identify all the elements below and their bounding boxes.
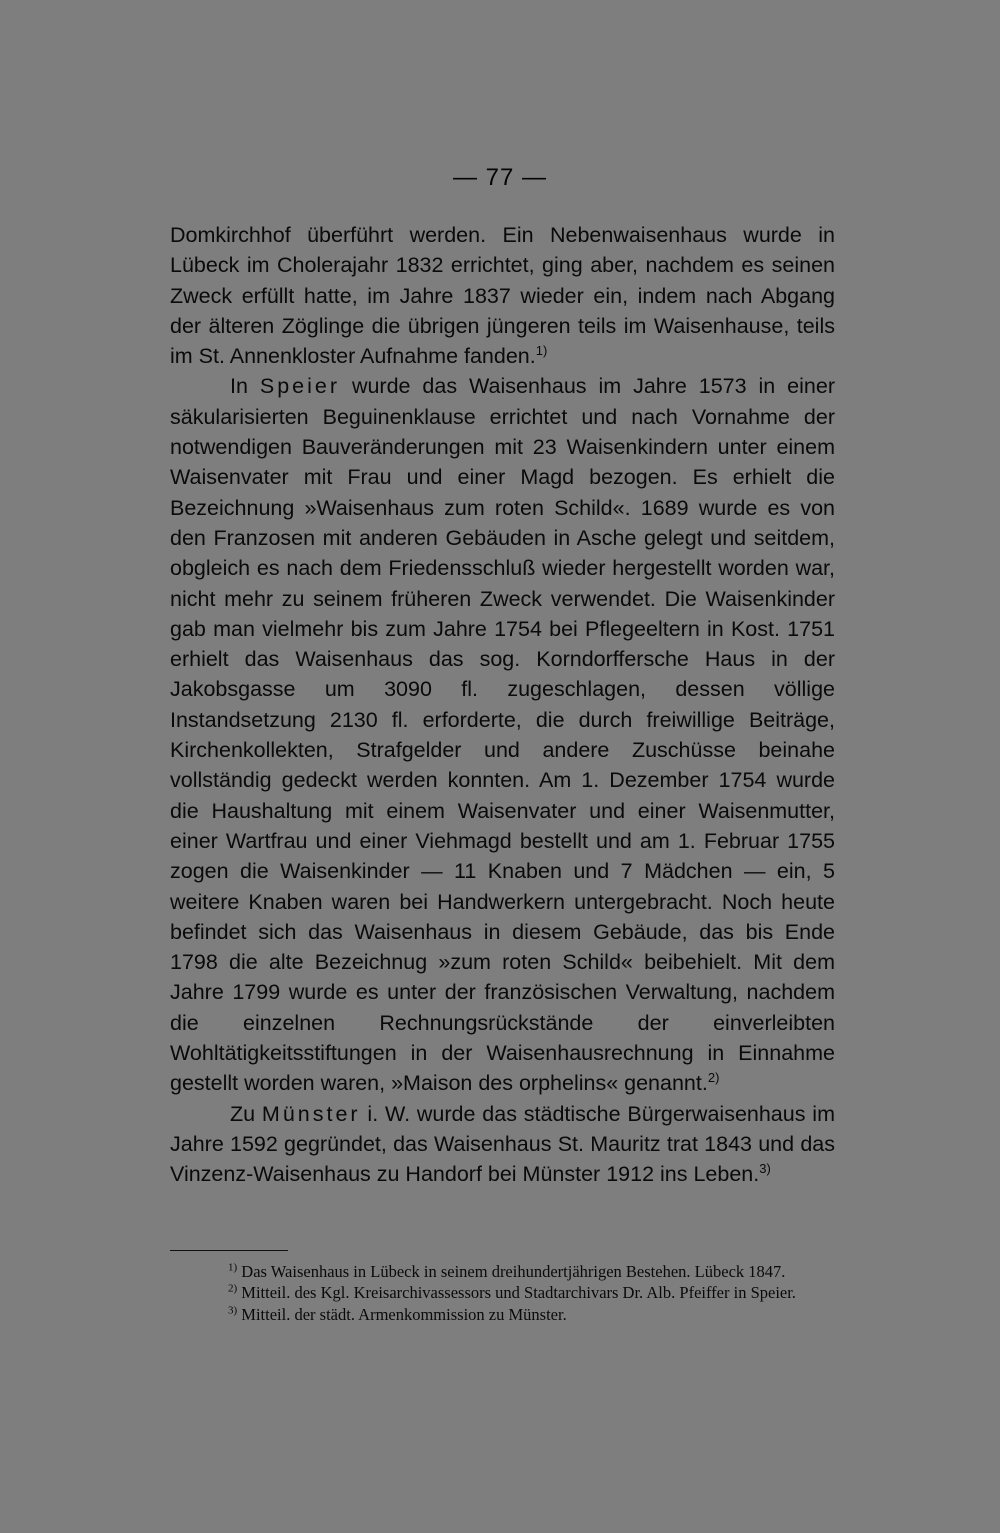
paragraph-muenster-text: i. W. wurde das städtische Bürgerwaisenhaus im Jahre 1592 gegründet, das Waisenhaus St. Mauritz trat 1843 und das Vinzenz-Waisenhaus zu Handorf bei Münster 1912 ins Leben. bbox=[170, 1101, 835, 1187]
footnote-3-text: Mitteil. der städt. Armenkommission zu Münster. bbox=[237, 1304, 567, 1324]
footnote-ref-1: 1) bbox=[535, 343, 548, 359]
paragraph-muenster bbox=[170, 1099, 835, 1190]
footnote-ref-2: 2) bbox=[707, 1070, 720, 1086]
footnote-1-text: Das Waisenhaus in Lübeck in seinem dreihundertjährigen Bestehen. Lübeck 1847. bbox=[237, 1262, 786, 1281]
paragraph-luebeck-text: Domkirchhof überführt werden. Ein Nebenwaisenhaus wurde in Lübeck im Cholerajahr 1832 errichtet, ging aber, nachdem es seinen Zweck erfüllt hatte, im Jahre 1837 wieder ein, indem nach Abgang der älteren Zöglinge die übrigen jüngeren teils im Waisenhause, teils im St. Annenkloster Aufnahme fanden. bbox=[170, 223, 835, 369]
footnote-2 bbox=[170, 1282, 835, 1303]
footnote-divider bbox=[170, 1250, 288, 1251]
page-number: — 77 — bbox=[452, 164, 548, 191]
footnotes bbox=[170, 1261, 835, 1325]
footnote-1-marker: 1) bbox=[228, 1261, 238, 1274]
place-name-speier: Speier bbox=[259, 374, 341, 399]
footnote-3-marker: 3) bbox=[228, 1304, 238, 1317]
paragraph-speier-lead: In bbox=[230, 374, 260, 399]
footnote-ref-3: 3) bbox=[759, 1161, 771, 1177]
footnote-1 bbox=[170, 1261, 835, 1282]
footnote-3 bbox=[170, 1304, 835, 1325]
footnote-2-marker: 2) bbox=[228, 1282, 238, 1295]
place-name-muenster: Münster bbox=[261, 1101, 361, 1126]
body-text bbox=[170, 220, 835, 1190]
paragraph-speier bbox=[170, 371, 835, 1098]
paragraph-muenster-lead: Zu bbox=[230, 1101, 262, 1126]
footnote-2-text: Mitteil. des Kgl. Kreisarchivassessors und Stadtarchivars Dr. Alb. Pfeiffer in Speier. bbox=[237, 1283, 796, 1303]
paragraph-speier-text: wurde das Waisenhaus im Jahre 1573 in einer säkularisierten Beguinenklause errichtet und nach Vornahme der notwendigen Bauveränderungen mit 23 Waisenkindern unter einem Waisenvater mit Frau und einer Magd bezogen. Es erhielt die Bezeichnung »Waisenhaus zum roten Schild«. 1689 wurde es von den Franzosen mit anderen Gebäuden in Asche gelegt und seitdem, obgleich es nach dem Friedensschluß wieder hergestellt worden war, nicht mehr zu seinem früheren Zweck verwendet. Die Waisenkinder gab man vielmehr bis zum Jahre 1754 bei Pflegeeltern in Kost. 1751 erhielt das Waisenhaus das sog. Korndorffersche Haus in der Jakobsgasse um 3090 fl. zugeschlagen, dessen völlige Instandsetzung 2130 fl. erforderte, die durch freiwillige Beiträge, Kirchenkollekten, Strafgelder und andere Zuschüsse beinahe vollständig gedeckt werden konnten. Am 1. Dezember 1754 wurde die Haushaltung mit einem Waisenvater und einer Waisenmutter, einer Wartfrau und einer Viehmagd bestellt und am 1. Februar 1755 zogen die Waisenkinder — 11 Knaben und 7 Mädchen — ein, 5 weitere Knaben waren bei Handwerkern untergebracht. Noch heute befindet sich das Waisenhaus in diesem Gebäude, das bis Ende 1798 die alte Bezeichnug »zum roten Schild« beibehielt. Mit dem Jahre 1799 wurde es unter der französischen Verwaltung, nachdem die einzelnen Rechnungsrückstände der einverleibten Wohltätigkeitsstiftungen in der Waisenhausrechnung in Einnahme gestellt worden waren, »Maison des orphelins« genannt. bbox=[170, 374, 835, 1096]
paragraph-luebeck bbox=[170, 220, 835, 371]
